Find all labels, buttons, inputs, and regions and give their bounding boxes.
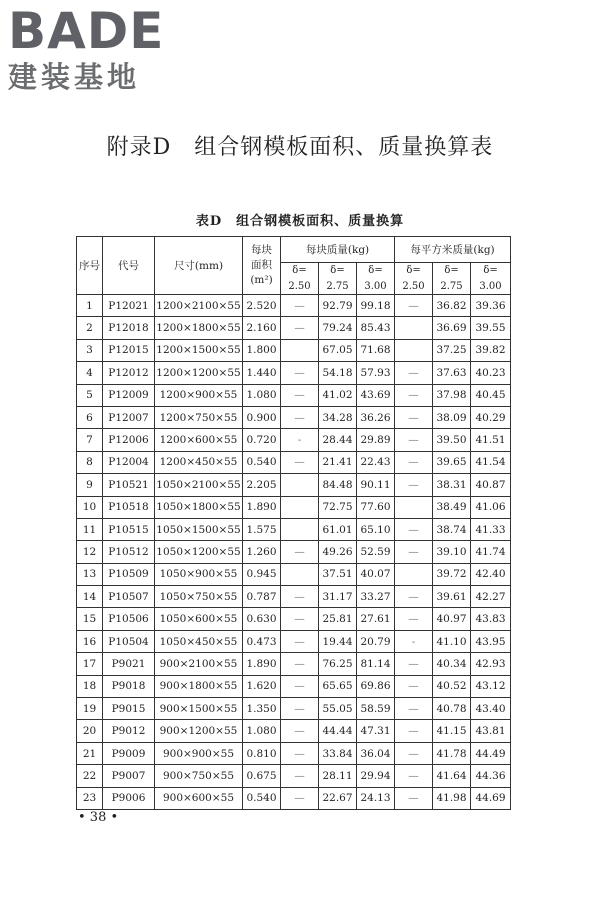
cell-block-mass-2-75: 19.44 <box>319 630 357 652</box>
header-area-line1: 每块 <box>251 244 272 256</box>
cell-sqm-mass-3-00: 42.93 <box>471 653 511 675</box>
header-area <box>243 237 281 295</box>
cell-block-mass-3-00: 85.43 <box>357 317 395 339</box>
cell-sqm-mass-2-75: 41.64 <box>433 765 471 787</box>
table-body <box>77 295 511 810</box>
cell-block-mass-2-75: 67.05 <box>319 339 357 361</box>
cell-sqm-mass-2-50: — <box>395 765 433 787</box>
cell-block-mass-2-50: — <box>281 698 319 720</box>
cell-sqm-mass-3-00: 41.51 <box>471 429 511 451</box>
cell-area: 0.810 <box>243 742 281 764</box>
cell-code: P10518 <box>103 496 155 518</box>
cell-block-mass-3-00: 65.10 <box>357 518 395 540</box>
cell-code: P12021 <box>103 295 155 317</box>
cell-sqm-mass-2-75: 39.65 <box>433 451 471 473</box>
cell-block-mass-3-00: 57.93 <box>357 362 395 384</box>
cell-block-mass-2-50: — <box>281 787 319 809</box>
cell-code: P9009 <box>103 742 155 764</box>
cell-sqm-mass-3-00: 44.69 <box>471 787 511 809</box>
cell-sqm-mass-2-50: — <box>395 541 433 563</box>
cell-code: P12009 <box>103 384 155 406</box>
cell-seq: 15 <box>77 608 103 630</box>
cell-block-mass-2-50: — <box>281 295 319 317</box>
logo-subtitle: 建装基地 <box>8 60 141 94</box>
cell-block-mass-2-75: 34.28 <box>319 406 357 428</box>
cell-seq: 21 <box>77 742 103 764</box>
cell-sqm-mass-3-00: 40.45 <box>471 384 511 406</box>
header-delta: δ= <box>357 263 395 279</box>
cell-seq: 2 <box>77 317 103 339</box>
cell-sqm-mass-3-00: 40.29 <box>471 406 511 428</box>
cell-block-mass-2-50: — <box>281 630 319 652</box>
header-delta: δ= <box>433 263 471 279</box>
cell-block-mass-3-00: 69.86 <box>357 675 395 697</box>
cell-sqm-mass-2-50 <box>395 496 433 518</box>
cell-block-mass-2-50: — <box>281 608 319 630</box>
cell-area: 0.787 <box>243 586 281 608</box>
header-thickness-2: 2.75 <box>319 279 357 295</box>
cell-block-mass-2-50: — <box>281 720 319 742</box>
cell-block-mass-2-50: — <box>281 765 319 787</box>
cell-block-mass-2-75: 79.24 <box>319 317 357 339</box>
cell-seq: 16 <box>77 630 103 652</box>
table-row <box>77 787 511 809</box>
cell-block-mass-2-75: 76.25 <box>319 653 357 675</box>
cell-sqm-mass-2-75: 41.10 <box>433 630 471 652</box>
table-row <box>77 608 511 630</box>
header-delta: δ= <box>471 263 511 279</box>
header-thickness-1: 2.50 <box>395 279 433 295</box>
table-row <box>77 362 511 384</box>
cell-seq: 8 <box>77 451 103 473</box>
cell-sqm-mass-2-50: — <box>395 675 433 697</box>
cell-size: 1050×1500×55 <box>155 518 243 540</box>
cell-block-mass-2-50: — <box>281 451 319 473</box>
cell-sqm-mass-3-00: 43.12 <box>471 675 511 697</box>
cell-block-mass-2-75: 72.75 <box>319 496 357 518</box>
cell-sqm-mass-2-75: 38.49 <box>433 496 471 518</box>
cell-seq: 11 <box>77 518 103 540</box>
cell-block-mass-2-75: 31.17 <box>319 586 357 608</box>
table-row <box>77 675 511 697</box>
cell-area: 0.720 <box>243 429 281 451</box>
cell-code: P12012 <box>103 362 155 384</box>
header-thickness-1: 2.50 <box>281 279 319 295</box>
cell-size: 1200×750×55 <box>155 406 243 428</box>
cell-block-mass-3-00: 99.18 <box>357 295 395 317</box>
cell-sqm-mass-2-50 <box>395 339 433 361</box>
cell-sqm-mass-2-75: 38.31 <box>433 474 471 496</box>
cell-block-mass-2-75: 65.65 <box>319 675 357 697</box>
cell-sqm-mass-3-00: 41.33 <box>471 518 511 540</box>
cell-sqm-mass-2-75: 37.63 <box>433 362 471 384</box>
cell-seq: 10 <box>77 496 103 518</box>
cell-block-mass-2-50: — <box>281 406 319 428</box>
table-row <box>77 586 511 608</box>
cell-code: P10509 <box>103 563 155 585</box>
cell-sqm-mass-2-75: 37.25 <box>433 339 471 361</box>
table-row <box>77 496 511 518</box>
cell-sqm-mass-3-00: 40.87 <box>471 474 511 496</box>
cell-sqm-mass-3-00: 42.27 <box>471 586 511 608</box>
cell-sqm-mass-2-50: — <box>395 474 433 496</box>
cell-block-mass-3-00: 71.68 <box>357 339 395 361</box>
cell-size: 1050×750×55 <box>155 586 243 608</box>
cell-code: P10521 <box>103 474 155 496</box>
cell-block-mass-2-75: 44.44 <box>319 720 357 742</box>
cell-size: 1050×450×55 <box>155 630 243 652</box>
cell-sqm-mass-3-00: 39.55 <box>471 317 511 339</box>
appendix-title: 附录D 组合钢模板面积、质量换算表 <box>106 135 494 160</box>
cell-block-mass-3-00: 24.13 <box>357 787 395 809</box>
cell-size: 900×750×55 <box>155 765 243 787</box>
header-delta: δ= <box>319 263 357 279</box>
cell-area: 0.540 <box>243 787 281 809</box>
cell-block-mass-3-00: 40.07 <box>357 563 395 585</box>
table-row <box>77 339 511 361</box>
cell-block-mass-2-75: 49.26 <box>319 541 357 563</box>
cell-area: 0.630 <box>243 608 281 630</box>
cell-seq: 7 <box>77 429 103 451</box>
cell-sqm-mass-3-00: 43.40 <box>471 698 511 720</box>
cell-sqm-mass-2-75: 39.61 <box>433 586 471 608</box>
cell-size: 1050×1200×55 <box>155 541 243 563</box>
cell-code: P12004 <box>103 451 155 473</box>
cell-code: P10515 <box>103 518 155 540</box>
header-block-mass: 每块质量(kg) <box>281 237 395 263</box>
cell-seq: 1 <box>77 295 103 317</box>
cell-seq: 19 <box>77 698 103 720</box>
cell-block-mass-2-50: — <box>281 317 319 339</box>
cell-seq: 6 <box>77 406 103 428</box>
cell-size: 900×2100×55 <box>155 653 243 675</box>
cell-block-mass-2-75: 61.01 <box>319 518 357 540</box>
cell-sqm-mass-3-00: 44.36 <box>471 765 511 787</box>
logo-brand: BADE <box>8 2 165 60</box>
cell-sqm-mass-3-00: 43.83 <box>471 608 511 630</box>
cell-block-mass-2-50: — <box>281 541 319 563</box>
cell-sqm-mass-2-75: 38.74 <box>433 518 471 540</box>
cell-sqm-mass-3-00: 41.54 <box>471 451 511 473</box>
cell-block-mass-2-50: — <box>281 675 319 697</box>
cell-block-mass-2-75: 92.79 <box>319 295 357 317</box>
header-area-line2: 面积 <box>251 259 272 271</box>
cell-block-mass-3-00: 20.79 <box>357 630 395 652</box>
cell-block-mass-2-75: 33.84 <box>319 742 357 764</box>
cell-seq: 13 <box>77 563 103 585</box>
cell-area: 1.350 <box>243 698 281 720</box>
cell-seq: 5 <box>77 384 103 406</box>
cell-size: 1200×2100×55 <box>155 295 243 317</box>
table-row <box>77 698 511 720</box>
table-row <box>77 742 511 764</box>
cell-sqm-mass-3-00: 41.74 <box>471 541 511 563</box>
table-row <box>77 653 511 675</box>
cell-sqm-mass-3-00: 41.06 <box>471 496 511 518</box>
cell-block-mass-3-00: 29.94 <box>357 765 395 787</box>
cell-sqm-mass-2-50: - <box>395 630 433 652</box>
cell-sqm-mass-2-75: 40.78 <box>433 698 471 720</box>
cell-block-mass-3-00: 22.43 <box>357 451 395 473</box>
cell-sqm-mass-3-00: 43.95 <box>471 630 511 652</box>
cell-area: 1.080 <box>243 720 281 742</box>
cell-size: 1200×900×55 <box>155 384 243 406</box>
cell-sqm-mass-2-75: 38.09 <box>433 406 471 428</box>
cell-size: 1200×1200×55 <box>155 362 243 384</box>
cell-code: P12006 <box>103 429 155 451</box>
table-row <box>77 429 511 451</box>
cell-block-mass-3-00: 81.14 <box>357 653 395 675</box>
cell-sqm-mass-3-00: 43.81 <box>471 720 511 742</box>
cell-sqm-mass-2-75: 39.72 <box>433 563 471 585</box>
table-row <box>77 295 511 317</box>
cell-block-mass-2-50 <box>281 518 319 540</box>
cell-block-mass-2-50 <box>281 496 319 518</box>
cell-seq: 12 <box>77 541 103 563</box>
cell-block-mass-3-00: 43.69 <box>357 384 395 406</box>
cell-code: P12015 <box>103 339 155 361</box>
header-thickness-3: 3.00 <box>471 279 511 295</box>
cell-sqm-mass-2-50 <box>395 563 433 585</box>
cell-area: 1.575 <box>243 518 281 540</box>
cell-sqm-mass-2-50: — <box>395 406 433 428</box>
cell-block-mass-3-00: 47.31 <box>357 720 395 742</box>
cell-block-mass-2-50: — <box>281 586 319 608</box>
cell-size: 1200×600×55 <box>155 429 243 451</box>
cell-code: P10504 <box>103 630 155 652</box>
header-seq: 序号 <box>77 237 103 295</box>
cell-sqm-mass-2-50: — <box>395 653 433 675</box>
cell-sqm-mass-3-00: 39.36 <box>471 295 511 317</box>
table-row <box>77 630 511 652</box>
cell-sqm-mass-2-75: 39.10 <box>433 541 471 563</box>
cell-block-mass-3-00: 27.61 <box>357 608 395 630</box>
cell-sqm-mass-2-75: 40.34 <box>433 653 471 675</box>
cell-code: P10507 <box>103 586 155 608</box>
cell-code: P10512 <box>103 541 155 563</box>
cell-size: 1050×600×55 <box>155 608 243 630</box>
cell-size: 1200×1800×55 <box>155 317 243 339</box>
header-sqm-mass: 每平方米质量(kg) <box>395 237 511 263</box>
cell-area: 0.540 <box>243 451 281 473</box>
cell-seq: 17 <box>77 653 103 675</box>
cell-size: 900×1800×55 <box>155 675 243 697</box>
cell-block-mass-2-75: 54.18 <box>319 362 357 384</box>
cell-block-mass-2-50: — <box>281 653 319 675</box>
cell-size: 1050×900×55 <box>155 563 243 585</box>
cell-block-mass-2-75: 55.05 <box>319 698 357 720</box>
cell-block-mass-2-75: 28.44 <box>319 429 357 451</box>
cell-sqm-mass-2-50: — <box>395 451 433 473</box>
cell-seq: 4 <box>77 362 103 384</box>
table-row <box>77 474 511 496</box>
cell-sqm-mass-2-50: — <box>395 608 433 630</box>
table-title: 表D 组合钢模板面积、质量换算 <box>195 214 405 229</box>
cell-sqm-mass-2-75: 41.78 <box>433 742 471 764</box>
cell-code: P12018 <box>103 317 155 339</box>
table-row <box>77 518 511 540</box>
cell-sqm-mass-2-75: 37.98 <box>433 384 471 406</box>
table-row <box>77 563 511 585</box>
cell-sqm-mass-3-00: 39.82 <box>471 339 511 361</box>
cell-sqm-mass-3-00: 40.23 <box>471 362 511 384</box>
cell-sqm-mass-2-50: — <box>395 295 433 317</box>
cell-size: 1050×2100×55 <box>155 474 243 496</box>
table-row <box>77 541 511 563</box>
cell-block-mass-3-00: 90.11 <box>357 474 395 496</box>
cell-area: 2.160 <box>243 317 281 339</box>
cell-size: 900×900×55 <box>155 742 243 764</box>
cell-sqm-mass-2-50 <box>395 317 433 339</box>
cell-block-mass-2-75: 37.51 <box>319 563 357 585</box>
cell-code: P9007 <box>103 765 155 787</box>
cell-seq: 23 <box>77 787 103 809</box>
cell-block-mass-2-50: - <box>281 429 319 451</box>
cell-sqm-mass-2-75: 40.52 <box>433 675 471 697</box>
cell-area: 1.890 <box>243 653 281 675</box>
cell-sqm-mass-2-50: — <box>395 586 433 608</box>
cell-seq: 18 <box>77 675 103 697</box>
cell-area: 1.800 <box>243 339 281 361</box>
cell-seq: 9 <box>77 474 103 496</box>
cell-code: P12007 <box>103 406 155 428</box>
cell-sqm-mass-2-75: 39.50 <box>433 429 471 451</box>
cell-sqm-mass-2-75: 40.97 <box>433 608 471 630</box>
cell-sqm-mass-2-50: — <box>395 787 433 809</box>
cell-sqm-mass-2-50: — <box>395 429 433 451</box>
cell-sqm-mass-2-50: — <box>395 698 433 720</box>
cell-seq: 14 <box>77 586 103 608</box>
page-number: • 38 • <box>78 810 119 825</box>
cell-sqm-mass-2-50: — <box>395 384 433 406</box>
cell-seq: 20 <box>77 720 103 742</box>
cell-sqm-mass-2-50: — <box>395 742 433 764</box>
cell-sqm-mass-2-50: — <box>395 362 433 384</box>
cell-size: 900×1200×55 <box>155 720 243 742</box>
cell-block-mass-3-00: 36.04 <box>357 742 395 764</box>
cell-sqm-mass-2-75: 36.82 <box>433 295 471 317</box>
cell-block-mass-2-75: 84.48 <box>319 474 357 496</box>
cell-area: 1.260 <box>243 541 281 563</box>
cell-code: P9012 <box>103 720 155 742</box>
cell-seq: 22 <box>77 765 103 787</box>
cell-sqm-mass-2-75: 41.98 <box>433 787 471 809</box>
cell-sqm-mass-2-50: — <box>395 518 433 540</box>
cell-area: 0.675 <box>243 765 281 787</box>
cell-block-mass-2-50 <box>281 339 319 361</box>
cell-sqm-mass-3-00: 44.49 <box>471 742 511 764</box>
cell-block-mass-2-50: — <box>281 742 319 764</box>
cell-code: P9018 <box>103 675 155 697</box>
cell-block-mass-2-50: — <box>281 362 319 384</box>
table-row <box>77 451 511 473</box>
conversion-table <box>76 236 511 810</box>
cell-block-mass-2-75: 28.11 <box>319 765 357 787</box>
cell-code: P9006 <box>103 787 155 809</box>
cell-size: 1050×1800×55 <box>155 496 243 518</box>
cell-area: 1.890 <box>243 496 281 518</box>
cell-area: 1.080 <box>243 384 281 406</box>
header-thickness-2: 2.75 <box>433 279 471 295</box>
header-area-unit: (m²) <box>250 274 273 286</box>
cell-sqm-mass-2-75: 36.69 <box>433 317 471 339</box>
table-row <box>77 384 511 406</box>
cell-block-mass-2-50 <box>281 563 319 585</box>
table-row <box>77 406 511 428</box>
cell-sqm-mass-3-00: 42.40 <box>471 563 511 585</box>
header-size: 尺寸(mm) <box>155 237 243 295</box>
table-row <box>77 317 511 339</box>
cell-block-mass-2-75: 41.02 <box>319 384 357 406</box>
cell-block-mass-3-00: 36.26 <box>357 406 395 428</box>
header-delta: δ= <box>281 263 319 279</box>
header-delta: δ= <box>395 263 433 279</box>
cell-code: P10506 <box>103 608 155 630</box>
cell-block-mass-2-75: 21.41 <box>319 451 357 473</box>
cell-area: 1.440 <box>243 362 281 384</box>
cell-area: 2.520 <box>243 295 281 317</box>
table-row <box>77 720 511 742</box>
header-thickness-3: 3.00 <box>357 279 395 295</box>
header-code: 代号 <box>103 237 155 295</box>
cell-size: 900×1500×55 <box>155 698 243 720</box>
cell-code: P9021 <box>103 653 155 675</box>
cell-area: 0.473 <box>243 630 281 652</box>
logo <box>8 4 164 94</box>
cell-block-mass-3-00: 77.60 <box>357 496 395 518</box>
cell-block-mass-3-00: 52.59 <box>357 541 395 563</box>
cell-block-mass-2-50 <box>281 474 319 496</box>
cell-sqm-mass-2-75: 41.15 <box>433 720 471 742</box>
cell-block-mass-3-00: 29.89 <box>357 429 395 451</box>
cell-block-mass-3-00: 58.59 <box>357 698 395 720</box>
cell-block-mass-3-00: 33.27 <box>357 586 395 608</box>
cell-size: 900×600×55 <box>155 787 243 809</box>
cell-block-mass-2-50: — <box>281 384 319 406</box>
cell-area: 1.620 <box>243 675 281 697</box>
cell-block-mass-2-75: 25.81 <box>319 608 357 630</box>
cell-area: 0.945 <box>243 563 281 585</box>
cell-seq: 3 <box>77 339 103 361</box>
cell-size: 1200×450×55 <box>155 451 243 473</box>
cell-area: 0.900 <box>243 406 281 428</box>
table-row <box>77 765 511 787</box>
cell-sqm-mass-2-50: — <box>395 720 433 742</box>
cell-code: P9015 <box>103 698 155 720</box>
cell-block-mass-2-75: 22.67 <box>319 787 357 809</box>
cell-size: 1200×1500×55 <box>155 339 243 361</box>
cell-area: 2.205 <box>243 474 281 496</box>
